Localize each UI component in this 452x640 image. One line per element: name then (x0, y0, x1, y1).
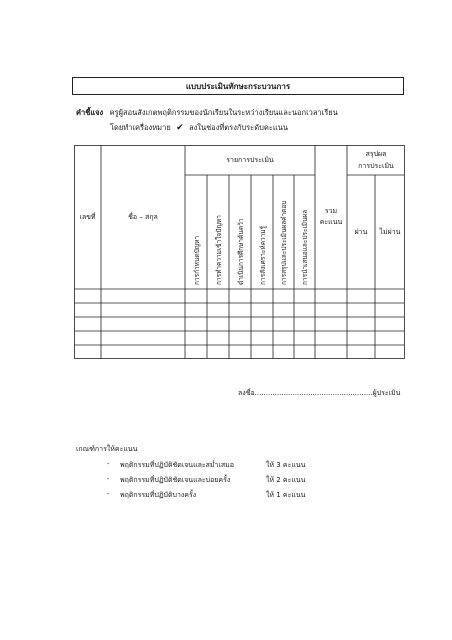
header-summary-line2: การประเมิน (358, 162, 394, 170)
check-icon: ✔ (176, 123, 184, 133)
scoring-dash: - (107, 475, 110, 483)
header-total (315, 145, 347, 289)
header-summary-line1: สรุปผล (365, 150, 387, 158)
instruction-line2-prefix: โดยทำเครื่องหมาย (110, 123, 171, 132)
scoring-text: พฤติกรรมที่ปฏิบัติชัดเจนและบ่อยครั้ง (120, 476, 231, 484)
assessment-table (74, 145, 405, 359)
criterion-3: ดำเนินการศึกษาค้นคว้า (237, 218, 245, 285)
header-summary (347, 145, 405, 175)
criterion-6: การนำเสนอและประเมินผล (301, 209, 309, 285)
header-number: เลขที่ (79, 212, 96, 221)
scoring-score: ให้ 1 คะแนน (266, 491, 306, 499)
signature-line: ลงชื่อ.....................................................ผู้ประเมิน (238, 389, 401, 397)
criterion-4: การสังเคราะห์ความรู้ (259, 225, 267, 285)
scoring-title: เกณฑ์การให้คะแนน (76, 445, 138, 453)
instruction-label: คำชี้แจง (76, 108, 104, 117)
form-title: แบบประเมินทักษะกระบวนการ (72, 77, 404, 95)
header-total-line2: คะแนน (319, 218, 343, 226)
scoring-score: ให้ 2 คะแนน (266, 476, 306, 484)
criterion-2: การทำความเข้าใจปัญหา (215, 215, 223, 285)
instruction-line2-suffix: ลงในช่องที่ตรงกับระดับคะแนน (189, 123, 288, 132)
criterion-5: การสรุปและประเมินผลคำตอบ (280, 200, 288, 285)
criterion-1: การกำหนดปัญหา (193, 235, 201, 285)
header-fail: ไม่ผ่าน (379, 227, 401, 236)
header-total-line1: รวม (324, 207, 338, 215)
scoring-dash: - (107, 460, 110, 468)
header-criteria-group: รายการประเมิน (226, 155, 274, 164)
header-pass: ผ่าน (354, 227, 368, 236)
scoring-dash: - (107, 490, 110, 498)
scoring-text: พฤติกรรมที่ปฏิบัติชัดเจนและสม่ำเสมอ (120, 461, 234, 469)
instructions (76, 105, 338, 136)
instruction-line1: ครูผู้สอนสังเกตพฤติกรรมของนักเรียนในระหว่างเรียนและนอกเวลาเรียน (109, 108, 338, 117)
scoring-score: ให้ 3 คะแนน (266, 461, 306, 469)
scoring-text: พฤติกรรมที่ปฏิบัติบางครั้ง (120, 491, 197, 499)
header-name: ชื่อ – สกุล (128, 212, 158, 221)
